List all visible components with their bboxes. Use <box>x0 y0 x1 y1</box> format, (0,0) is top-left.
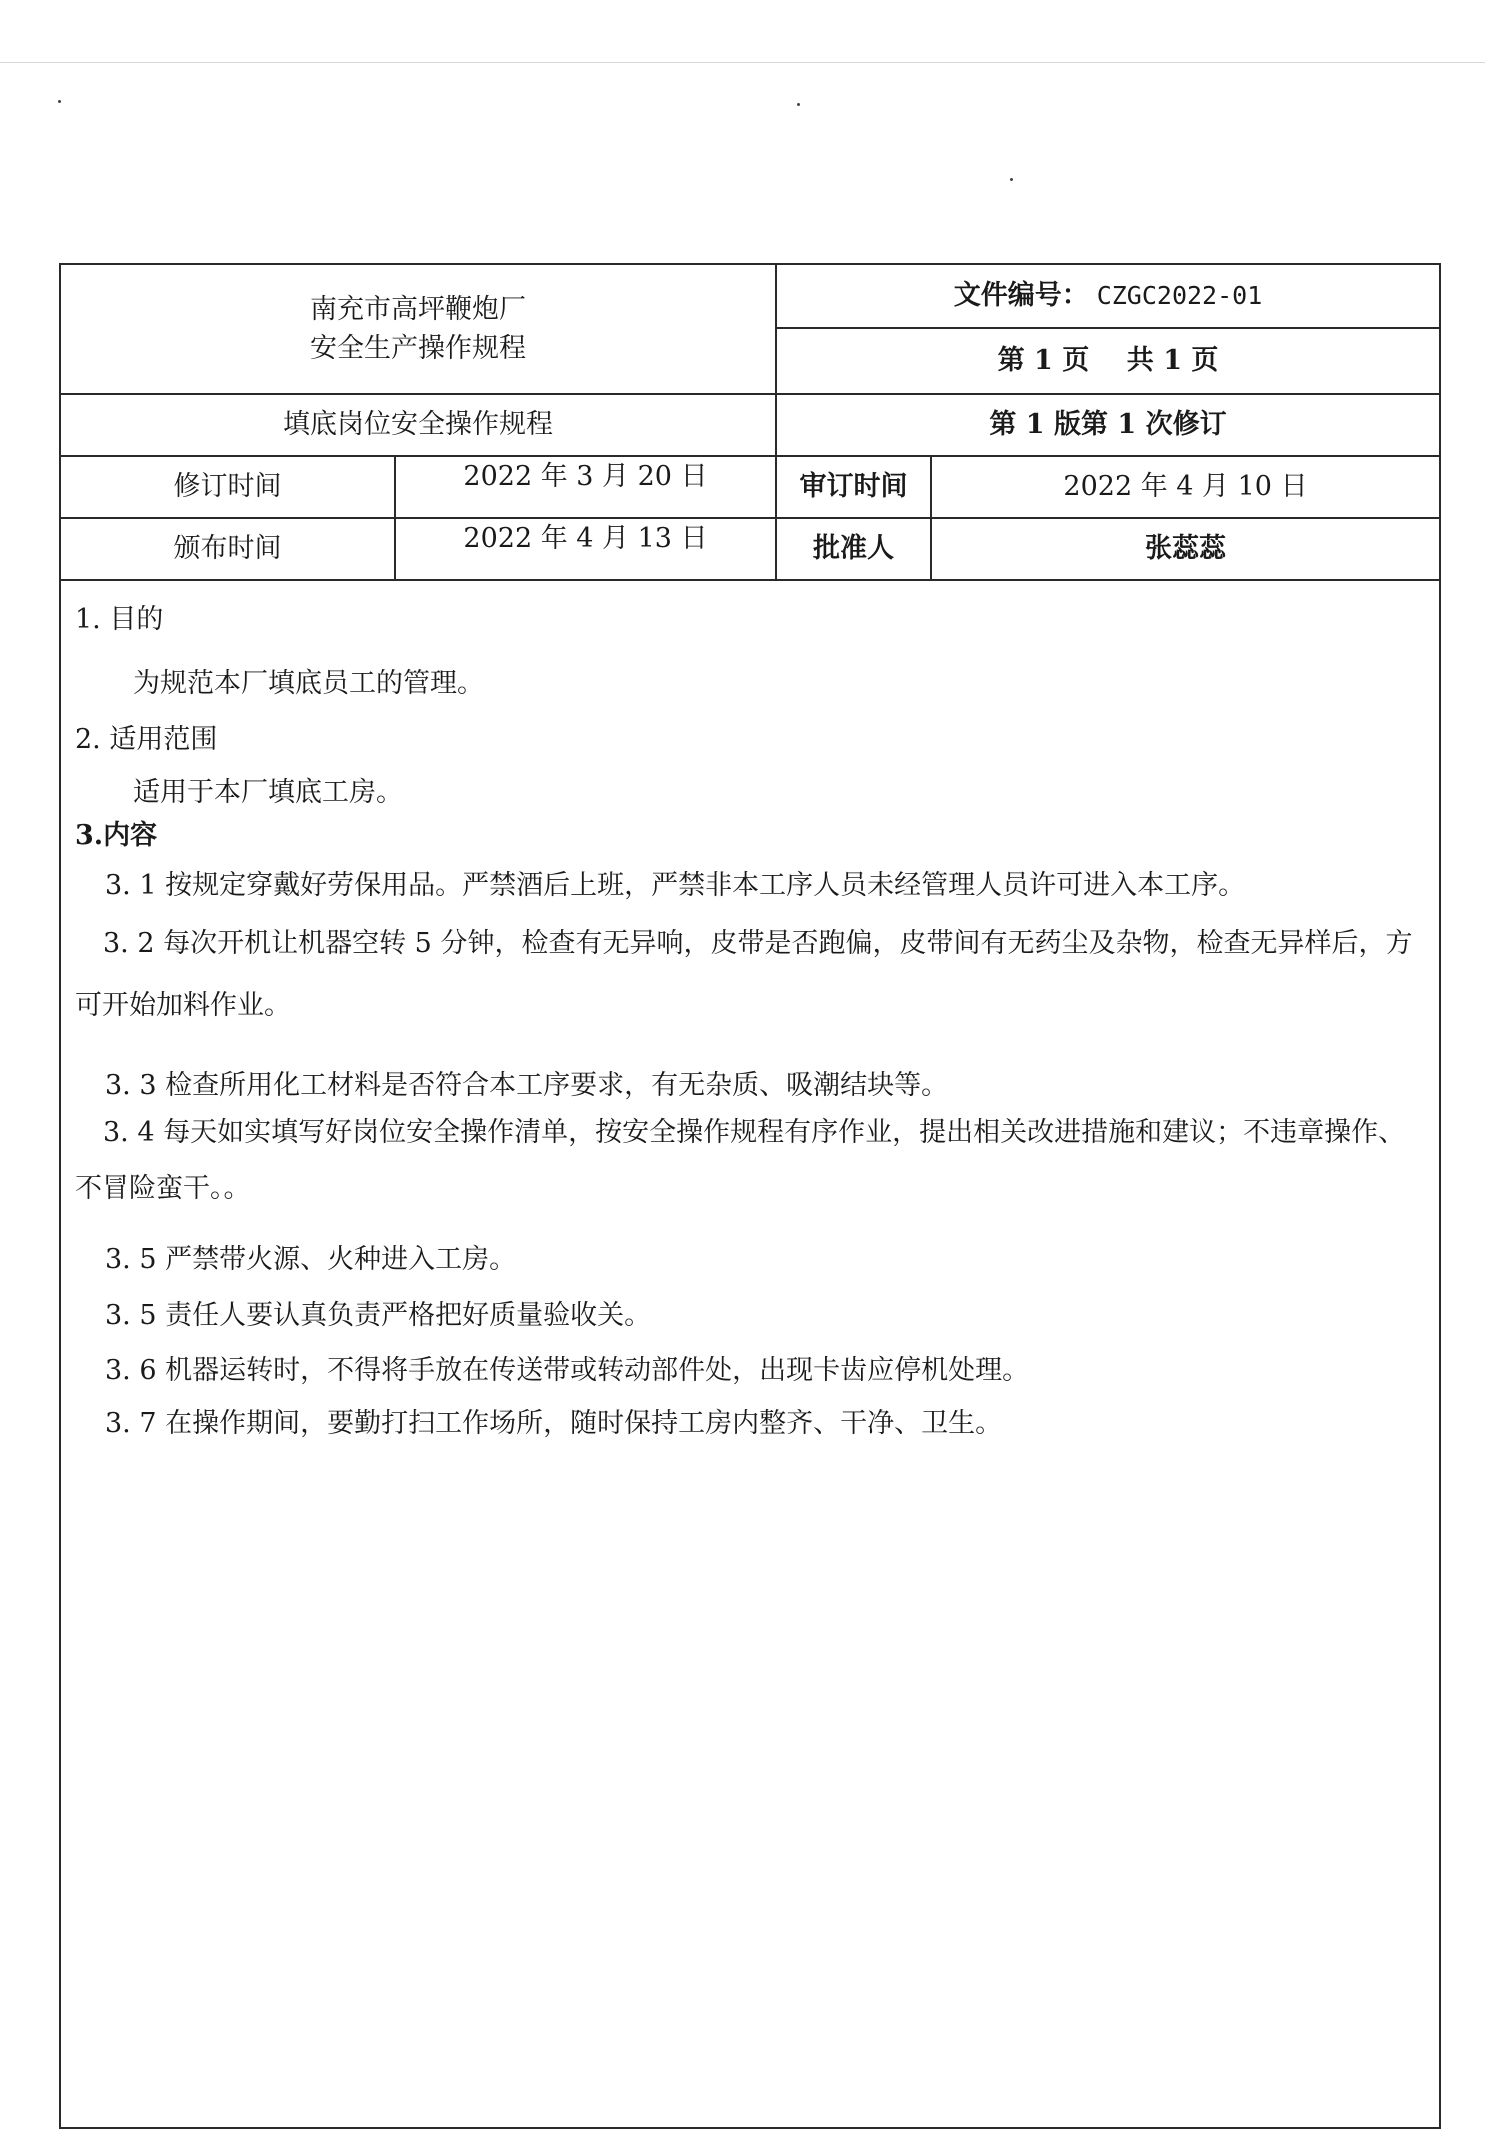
scope-text: 适用于本厂填底工房。 <box>133 777 403 808</box>
audit-time-value-cell <box>932 457 1439 517</box>
approver-label-cell <box>777 519 930 579</box>
scan-speck <box>797 103 800 106</box>
company-cell <box>61 265 775 393</box>
audit-time-value: 2022 年 4 月 10 日 <box>1063 471 1308 503</box>
publish-time-value: 2022 年 4 月 13 日 <box>463 523 708 554</box>
procedure-title-cell <box>61 395 775 455</box>
publish-time-label-cell <box>61 519 394 579</box>
header-table <box>61 265 1439 581</box>
page-info: 第 1 页 共 1 页 <box>997 345 1219 377</box>
publish-time-value-cell <box>396 519 775 573</box>
file-number-value: CZGC2022-01 <box>1096 280 1263 310</box>
document-frame <box>59 263 1441 2129</box>
table-rule <box>61 579 1439 581</box>
content-item-3-3: 3. 3 检查所用化工材料是否符合本工序要求，有无杂质、吸潮结块等。 <box>105 1070 949 1101</box>
content-item-3-1: 3. 1 按规定穿戴好劳保用品。严禁酒后上班，严禁非本工序人员未经管理人员许可进入本工序。 <box>105 870 1246 901</box>
file-number-label: 文件编号： <box>953 280 1089 312</box>
audit-time-label-cell <box>777 457 930 517</box>
scan-speck <box>1010 178 1013 181</box>
revision-time-label: 修订时间 <box>173 471 282 503</box>
audit-time-label: 审订时间 <box>799 471 908 503</box>
content-item-3-4: 3. 4 每天如实填写好岗位安全操作清单，按安全操作规程有序作业，提出相关改进措施和建议；不违章操作、不冒险蛮干。。 <box>75 1117 1406 1204</box>
file-number-cell <box>777 265 1439 327</box>
purpose-text: 为规范本厂填底员工的管理。 <box>133 668 484 699</box>
revision-time-value-cell <box>396 457 775 511</box>
content-item-3-7: 3. 7 在操作期间，要勤打扫工作场所，随时保持工房内整齐、干净、卫生。 <box>105 1408 1003 1439</box>
approver-name: 张蕊蕊 <box>1145 533 1226 565</box>
version-cell <box>777 395 1439 455</box>
section-heading-purpose: 1. 目的 <box>75 604 164 635</box>
procedure-title: 填底岗位安全操作规程 <box>283 409 553 441</box>
content-item-3-6: 3. 6 机器运转时，不得将手放在传送带或转动部件处，出现卡齿应停机处理。 <box>105 1355 1030 1386</box>
scan-speck <box>58 100 61 103</box>
version-label: 第 1 版第 1 次修订 <box>989 409 1227 441</box>
content-item-3-5a: 3. 5 严禁带火源、火种进入工房。 <box>105 1244 517 1275</box>
content-item-3-2: 3. 2 每次开机让机器空转 5 分钟，检查有无异响，皮带是否跑偏，皮带间有无药尘及杂物，检查无异样后，方可开始加料作业。 <box>75 928 1413 1021</box>
section-heading-content: 3.内容 <box>75 820 158 851</box>
approver-label: 批准人 <box>813 533 894 565</box>
page-top-edge <box>0 62 1485 63</box>
doc-type: 安全生产操作规程 <box>310 333 526 364</box>
content-item-3-5b: 3. 5 责任人要认真负责严格把好质量验收关。 <box>105 1300 652 1331</box>
company-name: 南充市高坪鞭炮厂 <box>310 293 526 325</box>
approver-value-cell <box>932 519 1439 579</box>
publish-time-label: 颁布时间 <box>173 533 282 565</box>
revision-time-value: 2022 年 3 月 20 日 <box>463 461 708 492</box>
section-heading-scope: 2. 适用范围 <box>75 724 218 755</box>
page-info-cell <box>777 329 1439 393</box>
revision-time-label-cell <box>61 457 394 517</box>
